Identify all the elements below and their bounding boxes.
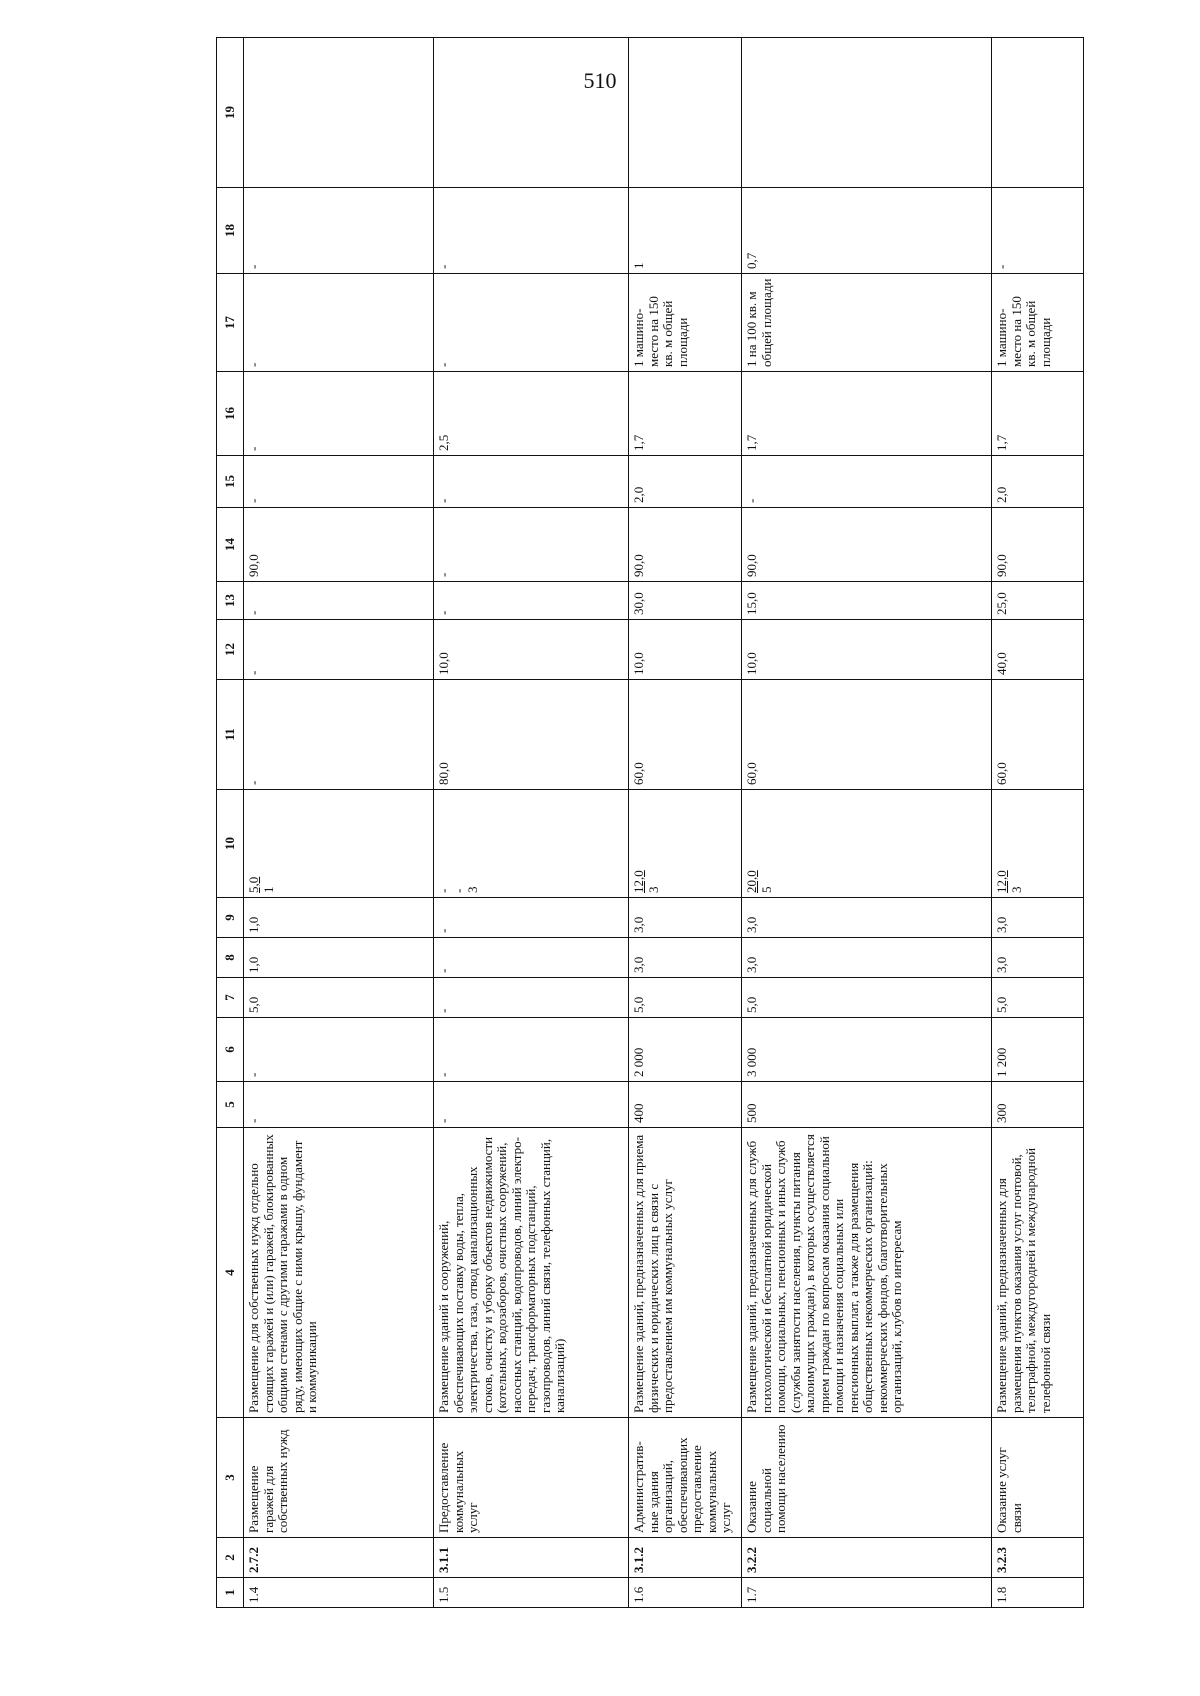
cell-col-11: -	[244, 680, 434, 790]
column-header-3: 3	[217, 1418, 244, 1538]
cell-col-9: 1,0	[244, 898, 434, 938]
fraction-value	[632, 794, 661, 893]
cell-col-13: 25,0	[992, 582, 1084, 620]
cell-col-7: 5,0	[244, 978, 434, 1018]
cell-col-3: Административ-ные здания организаций, обеспечивающих предоставление коммунальных услуг	[629, 1418, 742, 1538]
rotated-table-frame	[216, 106, 1076, 1608]
cell-col-3: Оказание услуг связи	[992, 1418, 1084, 1538]
cell-col-12: 40,0	[992, 620, 1084, 680]
cell-col-4: Размещение зданий, предназначенных для приема физических и юридических лиц в связи с предоставлением им коммунальных услуг	[629, 1128, 742, 1418]
cell-col-11: 60,0	[742, 680, 992, 790]
column-header-6: 6	[217, 1018, 244, 1082]
fraction-denominator: 3	[645, 886, 661, 893]
cell-col-17: -	[244, 274, 434, 372]
cell-col-4: Размещение для собственных нужд отдельно стоящих гаражей и (или) гаражей, блокированных общими стенами с другими гаражами в одном ряду, имеющих общие с ними крышу, фундамент и коммуникации	[244, 1128, 434, 1418]
cell-col-15: -	[244, 456, 434, 508]
cell-col-17: 1 машино-место на 150 кв. м общей площади	[629, 274, 742, 372]
cell-col-16: 2,5	[434, 372, 629, 456]
cell-col-3: Оказание социальной помощи населению	[742, 1418, 992, 1538]
cell-col-10	[992, 790, 1084, 898]
cell-col-8: -	[434, 938, 629, 978]
cell-col-18: 0,7	[742, 188, 992, 274]
regulations-table	[216, 37, 1084, 1608]
cell-col-19	[244, 38, 434, 188]
cell-col-19	[434, 38, 629, 188]
cell-col-17: 1 машино-место на 150 кв. м общей площади	[992, 274, 1084, 372]
cell-col-2: 3.1.2	[629, 1538, 742, 1578]
cell-col-11: 80,0	[434, 680, 629, 790]
stacked-values	[437, 794, 481, 893]
cell-col-14: 90,0	[244, 508, 434, 582]
cell-col-7: 5,0	[629, 978, 742, 1018]
cell-col-6: -	[244, 1018, 434, 1082]
cell-col-17: 1 на 100 кв. м общей площади	[742, 274, 992, 372]
cell-col-7: 5,0	[742, 978, 992, 1018]
cell-col-2: 3.1.1	[434, 1538, 629, 1578]
column-header-5: 5	[217, 1082, 244, 1128]
cell-col-6: -	[434, 1018, 629, 1082]
column-header-1: 1	[217, 1578, 244, 1608]
cell-col-11: 60,0	[629, 680, 742, 790]
cell-col-19	[742, 38, 992, 188]
cell-col-1: 1.4	[244, 1578, 434, 1608]
cell-col-1: 1.8	[992, 1578, 1084, 1608]
cell-col-17: -	[434, 274, 629, 372]
page-number: 510	[583, 68, 617, 93]
cell-col-19	[992, 38, 1084, 188]
fraction-numerator: 20,0	[744, 870, 759, 893]
cell-col-10	[434, 790, 629, 898]
cell-col-16: 1,7	[629, 372, 742, 456]
cell-col-13: -	[244, 582, 434, 620]
cell-col-5: 400	[629, 1082, 742, 1128]
cell-col-14: 90,0	[629, 508, 742, 582]
column-header-16: 16	[217, 372, 244, 456]
column-header-7: 7	[217, 978, 244, 1018]
cell-col-13: 30,0	[629, 582, 742, 620]
stacked-value: 3	[465, 886, 481, 893]
fraction-denominator: 1	[260, 886, 276, 893]
table-row	[629, 38, 742, 1608]
cell-col-5: -	[434, 1082, 629, 1128]
cell-col-16: -	[244, 372, 434, 456]
fraction-denominator: 3	[1008, 886, 1024, 893]
cell-col-9: 3,0	[992, 898, 1084, 938]
cell-col-18: -	[244, 188, 434, 274]
column-header-4: 4	[217, 1128, 244, 1418]
cell-col-10	[629, 790, 742, 898]
cell-col-3: Предоставление коммунальных услуг	[434, 1418, 629, 1538]
cell-col-5: 500	[742, 1082, 992, 1128]
fraction-value	[995, 794, 1024, 893]
cell-col-14: 90,0	[992, 508, 1084, 582]
column-header-15: 15	[217, 456, 244, 508]
cell-col-10	[742, 790, 992, 898]
cell-col-1: 1.6	[629, 1578, 742, 1608]
cell-col-10	[244, 790, 434, 898]
cell-col-6: 2 000	[629, 1018, 742, 1082]
cell-col-18: -	[992, 188, 1084, 274]
cell-col-4: Размещение зданий, предназначенных для служб психологической и бесплатной юридической помощи, социальных, пенсионных и иных служб (службы занятости населения, пункты питания малоимущих граждан), в которых осуществляется прием граждан по вопросам оказания социальной помощи и назначения социальных или пенсионных выплат, а также для размещения общественных некоммерческих организаций: некоммерческих фондов, благотворительных организаций, клубов по интересам	[742, 1128, 992, 1418]
column-header-13: 13	[217, 582, 244, 620]
cell-col-19	[629, 38, 742, 188]
cell-col-8: 1,0	[244, 938, 434, 978]
column-header-12: 12	[217, 620, 244, 680]
column-header-2: 2	[217, 1538, 244, 1578]
cell-col-8: 3,0	[992, 938, 1084, 978]
cell-col-1: 1.7	[742, 1578, 992, 1608]
column-header-18: 18	[217, 188, 244, 274]
cell-col-8: 3,0	[742, 938, 992, 978]
cell-col-15: 2,0	[629, 456, 742, 508]
cell-col-1: 1.5	[434, 1578, 629, 1608]
cell-col-9: -	[434, 898, 629, 938]
column-header-10: 10	[217, 790, 244, 898]
cell-col-6: 1 200	[992, 1018, 1084, 1082]
stacked-value: -	[450, 888, 466, 893]
cell-col-2: 3.2.2	[742, 1538, 992, 1578]
cell-col-13: -	[434, 582, 629, 620]
fraction-value	[247, 794, 276, 893]
cell-col-8: 3,0	[629, 938, 742, 978]
cell-col-7: 5,0	[992, 978, 1084, 1018]
column-header-17: 17	[217, 274, 244, 372]
cell-col-18: 1	[629, 188, 742, 274]
cell-col-2: 3.2.3	[992, 1538, 1084, 1578]
table-rotator	[216, 106, 1076, 1608]
stacked-value: -	[436, 888, 451, 893]
cell-col-4: Размещение зданий и сооружений, обеспечивающих поставку воды, тепла, электричества, газа, отвод канализационных стоков, очистку и уборку объектов недвижимости (котельных, водозаборов, очистных сооружений, насосных станций, водопроводов, линий электро-передач, трансформаторных подстанций, газопроводов, линий связи, телефонных станций, канализаций)	[434, 1128, 629, 1418]
column-header-19: 19	[217, 38, 244, 188]
cell-col-15: -	[742, 456, 992, 508]
cell-col-18: -	[434, 188, 629, 274]
cell-col-16: 1,7	[742, 372, 992, 456]
table-row	[742, 38, 992, 1608]
cell-col-15: -	[434, 456, 629, 508]
cell-col-6: 3 000	[742, 1018, 992, 1082]
fraction-numerator: 5,0	[246, 876, 261, 893]
table-row	[244, 38, 434, 1608]
column-header-11: 11	[217, 680, 244, 790]
cell-col-12: -	[244, 620, 434, 680]
cell-col-3: Размещение гаражей для собственных нужд	[244, 1418, 434, 1538]
cell-col-16: 1,7	[992, 372, 1084, 456]
cell-col-9: 3,0	[629, 898, 742, 938]
header-row	[217, 38, 244, 1608]
cell-col-5: -	[244, 1082, 434, 1128]
column-header-14: 14	[217, 508, 244, 582]
cell-col-12: 10,0	[742, 620, 992, 680]
table-row	[434, 38, 629, 1608]
cell-col-14: -	[434, 508, 629, 582]
cell-col-4: Размещение зданий, предназначенных для размещения пунктов оказания услуг почтовой, телеграфной, междугородней и международной телефонной связи	[992, 1128, 1084, 1418]
fraction-denominator: 5	[758, 886, 774, 893]
column-header-8: 8	[217, 938, 244, 978]
table-row	[992, 38, 1084, 1608]
cell-col-7: -	[434, 978, 629, 1018]
fraction-numerator: 12,0	[631, 870, 646, 893]
fraction-value	[745, 794, 774, 893]
cell-col-11: 60,0	[992, 680, 1084, 790]
column-header-9: 9	[217, 898, 244, 938]
cell-col-15: 2,0	[992, 456, 1084, 508]
cell-col-12: 10,0	[434, 620, 629, 680]
cell-col-2: 2.7.2	[244, 1538, 434, 1578]
cell-col-12: 10,0	[629, 620, 742, 680]
cell-col-14: 90,0	[742, 508, 992, 582]
cell-col-5: 300	[992, 1082, 1084, 1128]
cell-col-9: 3,0	[742, 898, 992, 938]
fraction-numerator: 12,0	[994, 870, 1009, 893]
cell-col-13: 15,0	[742, 582, 992, 620]
